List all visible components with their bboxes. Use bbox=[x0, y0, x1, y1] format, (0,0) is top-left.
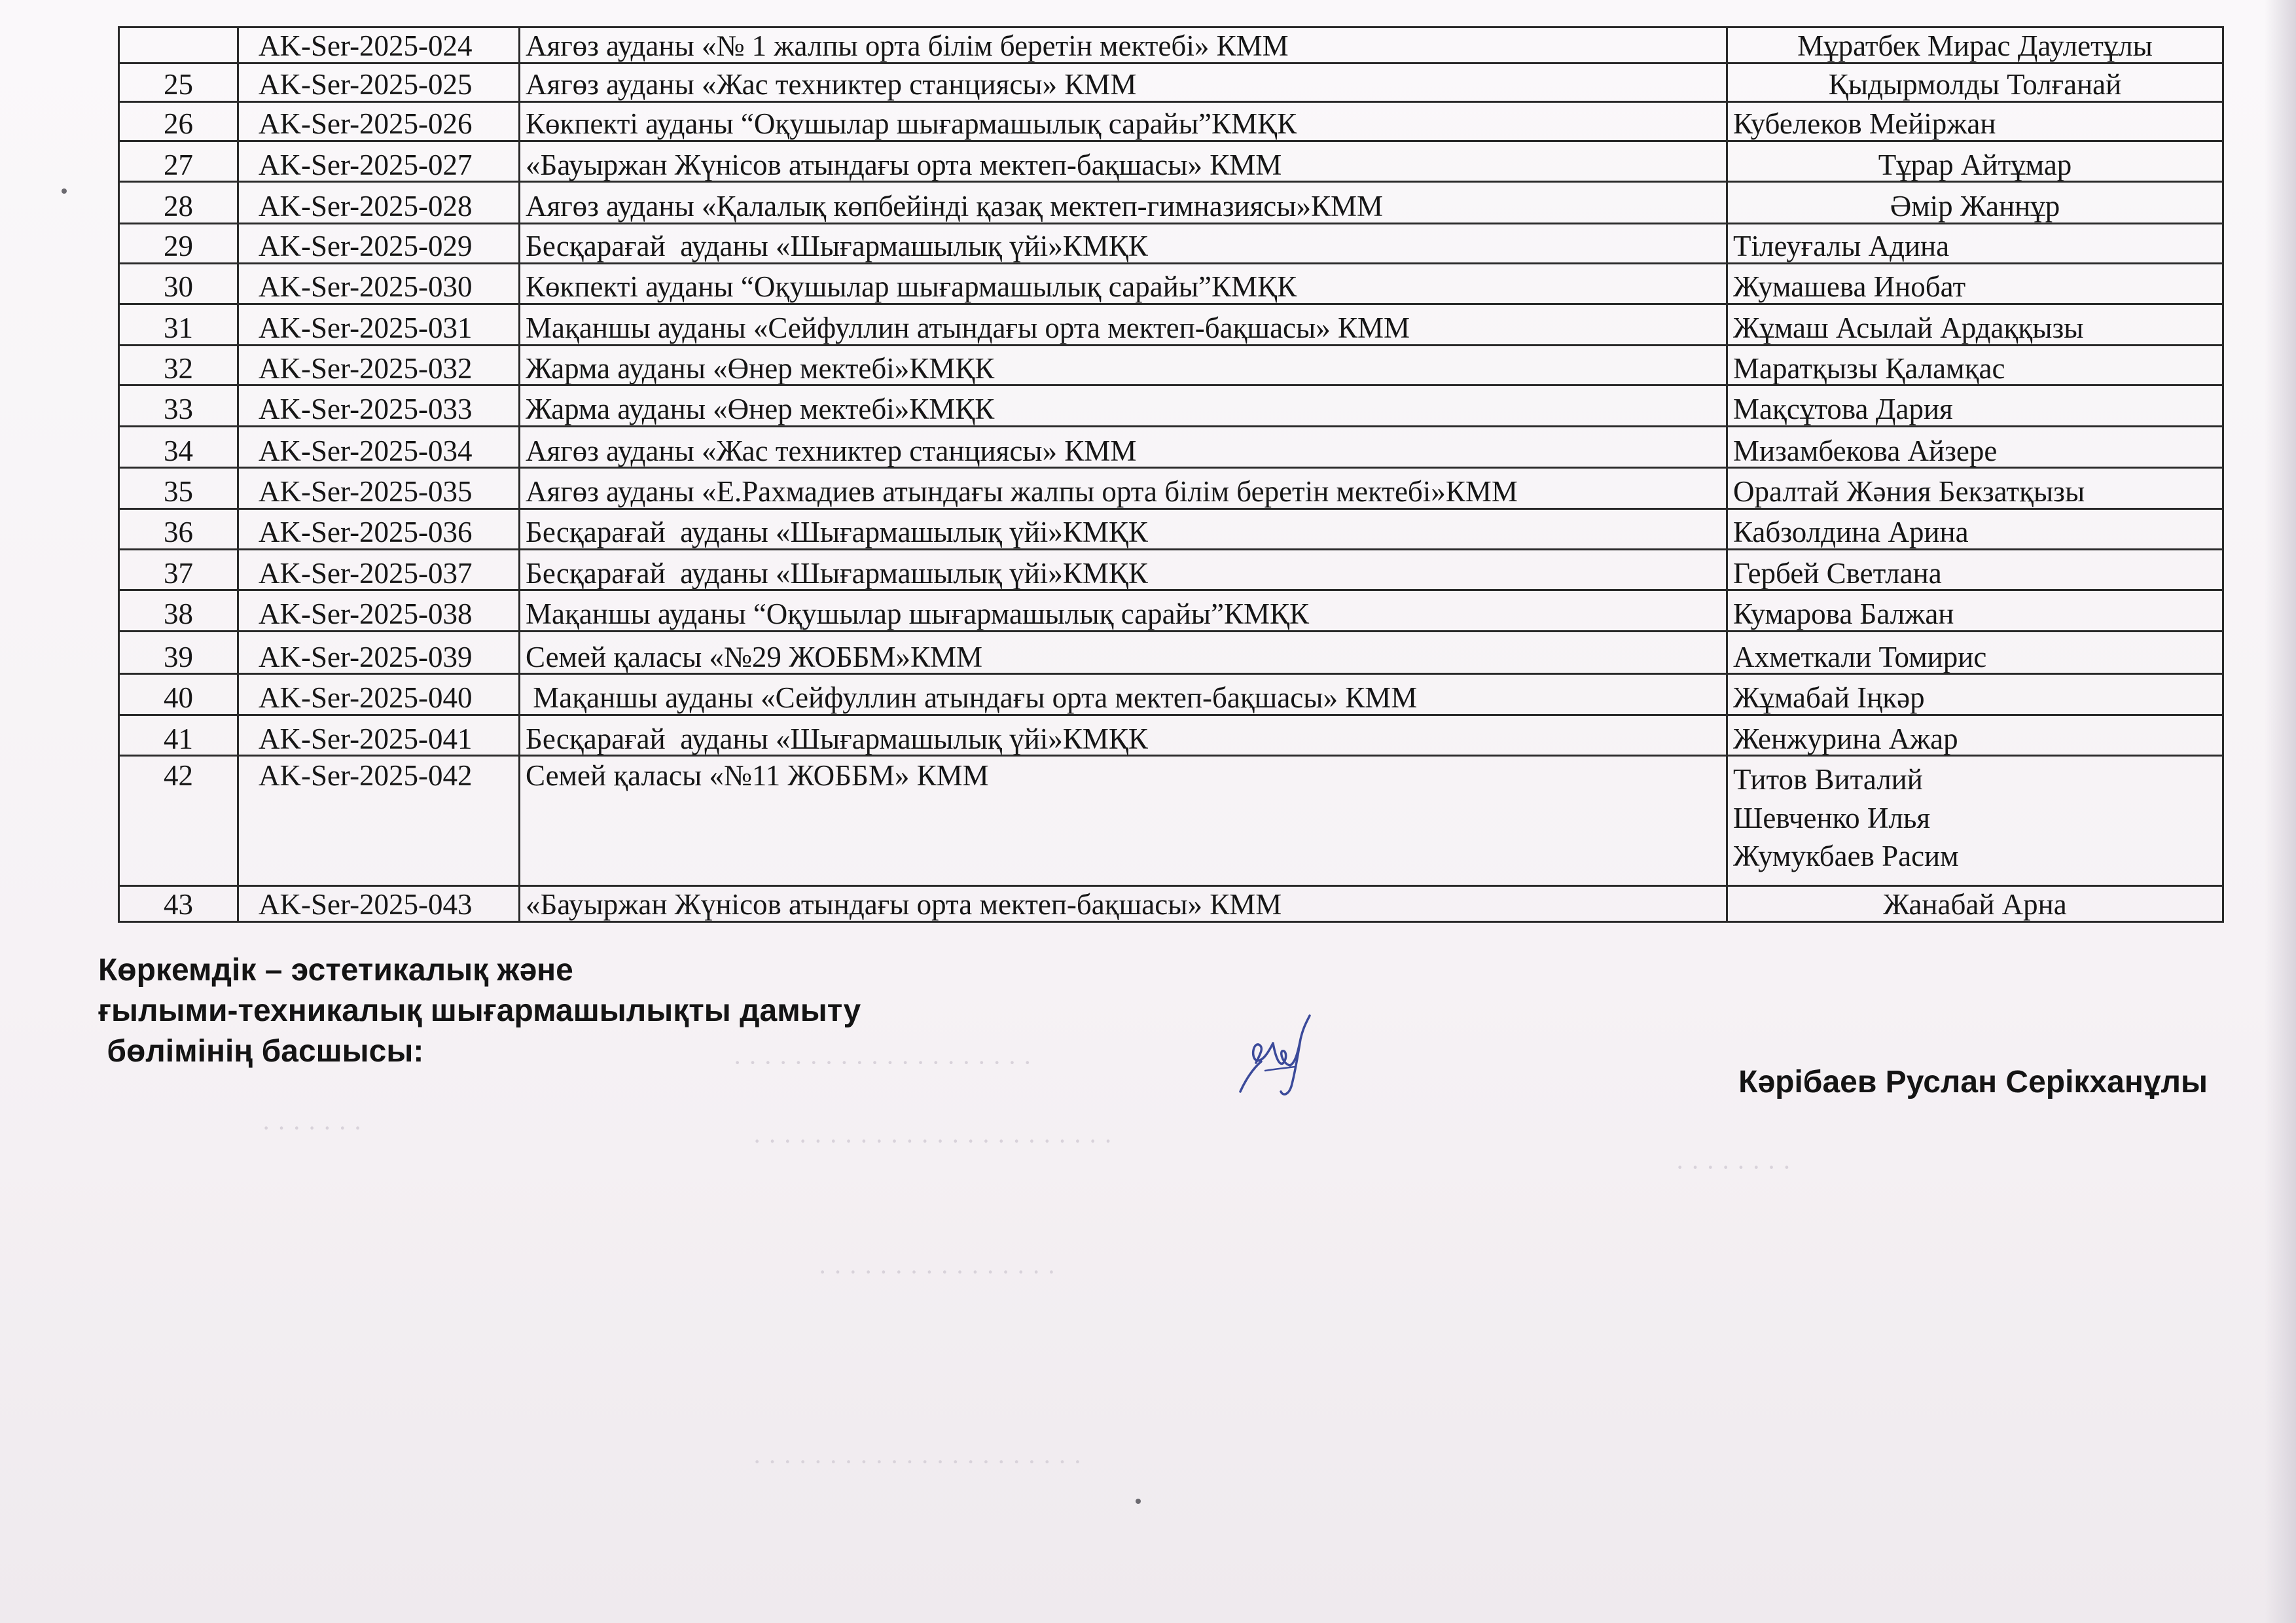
participant-name: Тұрар Айтұмар bbox=[1878, 148, 2072, 181]
participant-names bbox=[1727, 345, 2223, 385]
participant-name: Титов Виталий bbox=[1733, 763, 1923, 796]
organization-name: Аягөз ауданы «Жас техниктер станциясы» КММ bbox=[520, 426, 1727, 467]
certificate-code: AK-Ser-2025-035 bbox=[238, 468, 520, 508]
organization-name: Бесқарағай ауданы «Шығармашылық үйі»КМҚК bbox=[520, 550, 1727, 590]
participant-name: Кумарова Балжан bbox=[1733, 597, 1954, 631]
participant-name: Әмір Жаннұр bbox=[1890, 190, 2060, 223]
participant-names bbox=[1727, 223, 2223, 263]
table-row bbox=[119, 886, 2223, 922]
row-number: 27 bbox=[119, 141, 238, 181]
row-number: 36 bbox=[119, 508, 238, 549]
participant-name: Жумашева Инобат bbox=[1733, 270, 1966, 303]
table-row bbox=[119, 385, 2223, 426]
row-number: 25 bbox=[119, 63, 238, 101]
organization-name: Аягөз ауданы «Қалалық көпбейінді қазақ мектеп-гимназиясы»КММ bbox=[520, 182, 1727, 223]
organization-name: Көкпекті ауданы “Оқушылар шығармашылық сарайы”КМҚК bbox=[520, 101, 1727, 141]
participant-name: Кубелеков Мейіржан bbox=[1733, 107, 1996, 141]
table-row bbox=[119, 550, 2223, 590]
table-row bbox=[119, 674, 2223, 715]
participant-names bbox=[1727, 426, 2223, 467]
organization-name: Бесқарағай ауданы «Шығармашылық үйі»КМҚК bbox=[520, 223, 1727, 263]
row-number: 28 bbox=[119, 182, 238, 223]
participant-names bbox=[1727, 756, 2223, 886]
row-number: 43 bbox=[119, 886, 238, 922]
participant-name: Женжурина Ажар bbox=[1733, 722, 1958, 755]
participant-names bbox=[1727, 385, 2223, 426]
organization-name: Бесқарағай ауданы «Шығармашылық үйі»КМҚК bbox=[520, 715, 1727, 755]
show-through-text: · · · · · · · bbox=[262, 1113, 363, 1143]
table-row bbox=[119, 631, 2223, 674]
organization-name: «Бауыржан Жүнісов атындағы орта мектеп-бақшасы» КММ bbox=[520, 886, 1727, 922]
participants-table bbox=[118, 26, 2222, 923]
show-through-text: · · · · · · · · · · · · · · · · bbox=[818, 1257, 1056, 1287]
participants-table-grid bbox=[118, 26, 2224, 923]
table-row bbox=[119, 715, 2223, 755]
participant-name: Мақсұтова Дария bbox=[1733, 393, 1953, 426]
table-row bbox=[119, 304, 2223, 345]
organization-name: «Бауыржан Жүнісов атындағы орта мектеп-бақшасы» КММ bbox=[520, 141, 1727, 181]
participant-name: Гербей Светлана bbox=[1733, 556, 1942, 590]
table-row bbox=[119, 590, 2223, 631]
row-number bbox=[119, 27, 238, 63]
participant-names bbox=[1727, 101, 2223, 141]
department-title bbox=[98, 950, 861, 1072]
certificate-code: AK-Ser-2025-027 bbox=[238, 141, 520, 181]
participant-name: Маратқызы Қаламқас bbox=[1733, 351, 2005, 385]
speck bbox=[62, 188, 67, 194]
certificate-code: AK-Ser-2025-038 bbox=[238, 590, 520, 631]
organization-name: Аягөз ауданы «№ 1 жалпы орта білім беретін мектебі» КММ bbox=[520, 27, 1727, 63]
row-number: 26 bbox=[119, 101, 238, 141]
signatory-name: Кәрібаев Руслан Серікханұлы bbox=[1738, 1065, 2208, 1099]
table-row bbox=[119, 223, 2223, 263]
participant-names bbox=[1727, 141, 2223, 181]
organization-name: Семей қаласы «№29 ЖОББМ»КММ bbox=[520, 631, 1727, 674]
department-title-line: ғылыми-техникалық шығармашылықты дамыту bbox=[98, 993, 861, 1028]
participant-name: Мұратбек Мирас Даулетұлы bbox=[1797, 29, 2153, 62]
organization-name: Семей қаласы «№11 ЖОББМ» КММ bbox=[520, 756, 1727, 886]
certificate-code: AK-Ser-2025-025 bbox=[238, 63, 520, 101]
participant-name: Оралтай Жәния Бекзатқызы bbox=[1733, 474, 2085, 508]
show-through-text: · · · · · · · · · · · · · · · · · · · · bbox=[733, 1048, 1032, 1077]
participant-name: Жұмабай Іңкәр bbox=[1733, 681, 1925, 715]
participant-names bbox=[1727, 27, 2223, 63]
participant-name: Жұмаш Асылай Ардаққызы bbox=[1733, 312, 2084, 345]
certificate-code: AK-Ser-2025-028 bbox=[238, 182, 520, 223]
certificate-code: AK-Ser-2025-043 bbox=[238, 886, 520, 922]
table-row bbox=[119, 345, 2223, 385]
show-through-text: · · · · · · · · · · · · · · · · · · · · · · bbox=[753, 1447, 1083, 1476]
certificate-code: AK-Ser-2025-041 bbox=[238, 715, 520, 755]
participant-names bbox=[1727, 550, 2223, 590]
participant-names bbox=[1727, 468, 2223, 508]
show-through-text: · · · · · · · · · · · · · · · · · · · · · · · · bbox=[753, 1126, 1113, 1156]
participant-name: Ахметкали Томирис bbox=[1733, 640, 1987, 673]
table-row bbox=[119, 63, 2223, 101]
certificate-code: AK-Ser-2025-026 bbox=[238, 101, 520, 141]
row-number: 29 bbox=[119, 223, 238, 263]
row-number: 39 bbox=[119, 631, 238, 674]
row-number: 32 bbox=[119, 345, 238, 385]
row-number: 38 bbox=[119, 590, 238, 631]
participant-names bbox=[1727, 63, 2223, 101]
certificate-code: AK-Ser-2025-032 bbox=[238, 345, 520, 385]
organization-name: Көкпекті ауданы “Оқушылар шығармашылық сарайы”КМҚК bbox=[520, 264, 1727, 304]
certificate-code: AK-Ser-2025-030 bbox=[238, 264, 520, 304]
row-number: 30 bbox=[119, 264, 238, 304]
participant-name: Тілеуғалы Адина bbox=[1733, 230, 1950, 263]
table-row bbox=[119, 182, 2223, 223]
row-number: 37 bbox=[119, 550, 238, 590]
participant-name: Жумукбаев Расим bbox=[1733, 840, 1959, 873]
organization-name: Мақаншы ауданы «Сейфуллин атындағы орта мектеп-бақшасы» КММ bbox=[520, 304, 1727, 345]
certificate-code: AK-Ser-2025-039 bbox=[238, 631, 520, 674]
handwritten-signature bbox=[1227, 1008, 1325, 1106]
participant-name: Кабзолдина Арина bbox=[1733, 516, 1969, 549]
table-row bbox=[119, 426, 2223, 467]
participant-name: Қыдырмолды Толғанай bbox=[1828, 68, 2122, 101]
table-row bbox=[119, 264, 2223, 304]
table-row bbox=[119, 756, 2223, 886]
certificate-code: AK-Ser-2025-036 bbox=[238, 508, 520, 549]
organization-name: Жарма ауданы «Өнер мектебі»КМҚК bbox=[520, 345, 1727, 385]
row-number: 41 bbox=[119, 715, 238, 755]
row-number: 35 bbox=[119, 468, 238, 508]
row-number: 33 bbox=[119, 385, 238, 426]
organization-name: Жарма ауданы «Өнер мектебі»КМҚК bbox=[520, 385, 1727, 426]
organization-name: Бесқарағай ауданы «Шығармашылық үйі»КМҚК bbox=[520, 508, 1727, 549]
participant-names bbox=[1727, 304, 2223, 345]
participant-names bbox=[1727, 674, 2223, 715]
certificate-code: AK-Ser-2025-034 bbox=[238, 426, 520, 467]
table-row bbox=[119, 27, 2223, 63]
table-row bbox=[119, 468, 2223, 508]
show-through-text: · · · · · · · · bbox=[1676, 1152, 1791, 1182]
table-row bbox=[119, 101, 2223, 141]
organization-name: Мақаншы ауданы “Оқушылар шығармашылық сарайы”КМҚК bbox=[520, 590, 1727, 631]
department-title-line: Көркемдік – эстетикалық және bbox=[98, 953, 573, 988]
participant-names bbox=[1727, 631, 2223, 674]
table-row bbox=[119, 141, 2223, 181]
row-number: 40 bbox=[119, 674, 238, 715]
participant-name: Шевченко Илья bbox=[1733, 801, 1931, 834]
participant-names bbox=[1727, 590, 2223, 631]
participant-names bbox=[1727, 715, 2223, 755]
speck bbox=[1136, 1499, 1141, 1504]
certificate-code: AK-Ser-2025-029 bbox=[238, 223, 520, 263]
certificate-code: AK-Ser-2025-037 bbox=[238, 550, 520, 590]
organization-name: Аягөз ауданы «Жас техниктер станциясы» КММ bbox=[520, 63, 1727, 101]
row-number: 34 bbox=[119, 426, 238, 467]
row-number: 31 bbox=[119, 304, 238, 345]
certificate-code: AK-Ser-2025-024 bbox=[238, 27, 520, 63]
participant-names bbox=[1727, 886, 2223, 922]
participant-name: Жанабай Арна bbox=[1883, 888, 2067, 921]
certificate-code: AK-Ser-2025-033 bbox=[238, 385, 520, 426]
participant-names bbox=[1727, 508, 2223, 549]
participant-name: Мизамбекова Айзере bbox=[1733, 434, 1998, 467]
participant-names bbox=[1727, 264, 2223, 304]
certificate-code: AK-Ser-2025-042 bbox=[238, 756, 520, 886]
certificate-code: AK-Ser-2025-031 bbox=[238, 304, 520, 345]
certificate-code: AK-Ser-2025-040 bbox=[238, 674, 520, 715]
organization-name: Мақаншы ауданы «Сейфуллин атындағы орта мектеп-бақшасы» КММ bbox=[520, 674, 1727, 715]
page-edge-shadow bbox=[2265, 0, 2296, 1623]
row-number: 42 bbox=[119, 756, 238, 886]
table-row bbox=[119, 508, 2223, 549]
department-title-line: бөлімінің басшысы: bbox=[98, 1034, 424, 1069]
table-body bbox=[119, 27, 2223, 922]
participant-names bbox=[1727, 182, 2223, 223]
organization-name: Аягөз ауданы «Е.Рахмадиев атындағы жалпы орта білім беретін мектебі»КММ bbox=[520, 468, 1727, 508]
